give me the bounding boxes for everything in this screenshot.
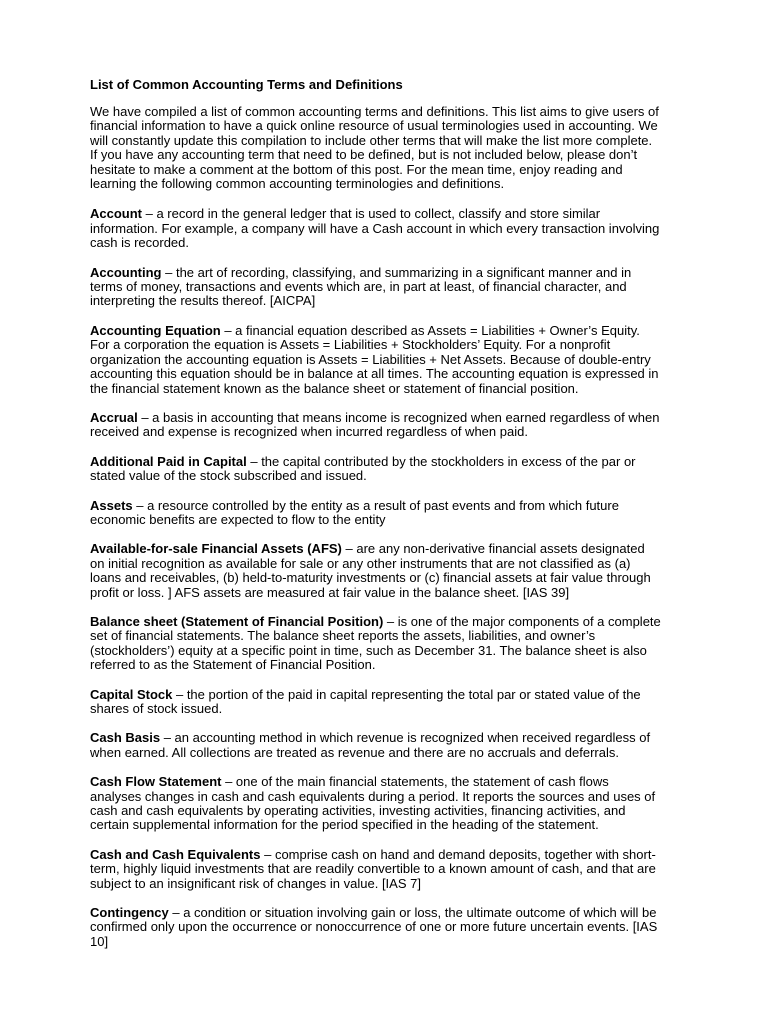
glossary-definition: – one of the main financial statements, the statement of cash flows analyses changes in cash and cash equivalents during a period. It reports the sources and uses of cash and cash equivalents by operating activities, investing activities, financing activities, and certain supplemental information for the period specified in the heading of the statement. (90, 774, 656, 833)
glossary-entry (90, 411, 662, 440)
glossary-term: Contingency (90, 905, 169, 921)
glossary-term: Cash Basis (90, 730, 161, 746)
glossary-entry (90, 324, 662, 396)
glossary-entry (90, 266, 662, 309)
glossary-definition: – are any non-derivative financial assets designated on initial recognition as available for sale or any other instruments that are not classified as (a) loans and receivables, (b) held-to-maturity investments or (c) financial assets at fair value through profit or loss. ] AFS assets are measured at fair value in the balance sheet. [IAS 39] (90, 541, 651, 600)
glossary-definition: – the portion of the paid in capital representing the total par or stated value of the shares of stock issued. (90, 686, 641, 716)
glossary-term: Assets (90, 497, 133, 513)
glossary-entry (90, 542, 662, 600)
intro-paragraph: We have compiled a list of common accounting terms and definitions. This list aims to give users of financial information to have a quick online resource of usual terminologies used in accounting. We will constantly update this compilation to include other terms that will make the list more complete. If you have any accounting term that need to be defined, but is not included below, please don’t hesitate to make a comment at the bottom of this post. For the mean time, enjoy reading and learning the following common accounting terminologies and definitions. (90, 104, 659, 192)
glossary-term: Capital Stock (90, 686, 173, 702)
glossary-definition: – the art of recording, classifying, and summarizing in a significant manner and in terms of money, transactions and events which are, in part at least, of financial character, and interpreting the results thereof. [AICPA] (90, 264, 632, 309)
glossary-definition: – a basis in accounting that means income is recognized when earned regardless of when received and expense is recognized when incurred regardless of when paid. (90, 409, 660, 440)
glossary-entry (90, 455, 662, 484)
glossary-definition: – a financial equation described as Assets = Liabilities + Owner’s Equity. For a corporation the equation is Assets = Liabilities + Stockholders’ Equity. For a nonprofit organization the accounting equation is Assets = Liabilities + Net Assets. Because of double-entry accounting this equation should be in balance at all times. The accounting equation is expressed in the financial statement known as the balance sheet or statement of financial position. (90, 322, 659, 396)
glossary-term: Balance sheet (Statement of Financial Position) (90, 613, 384, 629)
glossary-definition: – a record in the general ledger that is used to collect, classify and store similar information. For example, a company will have a Cash account in which every transaction involving cash is recorded. (90, 206, 660, 251)
glossary-entry (90, 207, 662, 250)
glossary-definition: – comprise cash on hand and demand deposits, together with short-term, highly liquid investments that are readily convertible to a known amount of cash, and that are subject to an insignificant risk of changes in value. [IAS 7] (90, 846, 656, 891)
document-page (90, 77, 662, 964)
glossary-definition: – an accounting method in which revenue is recognized when received regardless of when earned. All collections are treated as revenue and there are no accruals and deferrals. (90, 730, 651, 760)
glossary-entry (90, 499, 662, 528)
glossary-entry (90, 688, 662, 717)
glossary-term: Accounting (90, 264, 162, 280)
glossary-entry (90, 731, 662, 760)
glossary-term: Cash and Cash Equivalents (90, 846, 261, 862)
document-title: List of Common Accounting Terms and Definitions (90, 77, 403, 92)
glossary-definition: – a resource controlled by the entity as a result of past events and from which future economic benefits are expected to flow to the entity (90, 497, 619, 527)
glossary-term: Cash Flow Statement (90, 774, 222, 790)
glossary-entry (90, 775, 662, 833)
glossary-term: Additional Paid in Capital (90, 453, 247, 469)
glossary-term: Accounting Equation (90, 322, 221, 338)
glossary-term: Accrual (90, 409, 138, 425)
glossary-definition: – the capital contributed by the stockholders in excess of the par or stated value of the stock subscribed and issued. (90, 453, 636, 484)
glossary-entry (90, 615, 662, 673)
glossary-entry (90, 848, 662, 891)
glossary-definition: – a condition or situation involving gain or loss, the ultimate outcome of which will be confirmed only upon the occurrence or nonoccurrence of one or more future uncertain events. [IAS 10] (90, 905, 658, 949)
glossary-entry (90, 906, 662, 949)
glossary-term: Available-for-sale Financial Assets (AFS) (90, 541, 342, 557)
glossary-definition: – is one of the major components of a complete set of financial statements. The balance sheet reports the assets, liabilities, and owner’s (stockholders’) equity at a specific point in time, such as December 31. The balance sheet is also referred to as the Statement of Financial Position. (90, 613, 661, 673)
glossary-term: Account (90, 206, 142, 222)
